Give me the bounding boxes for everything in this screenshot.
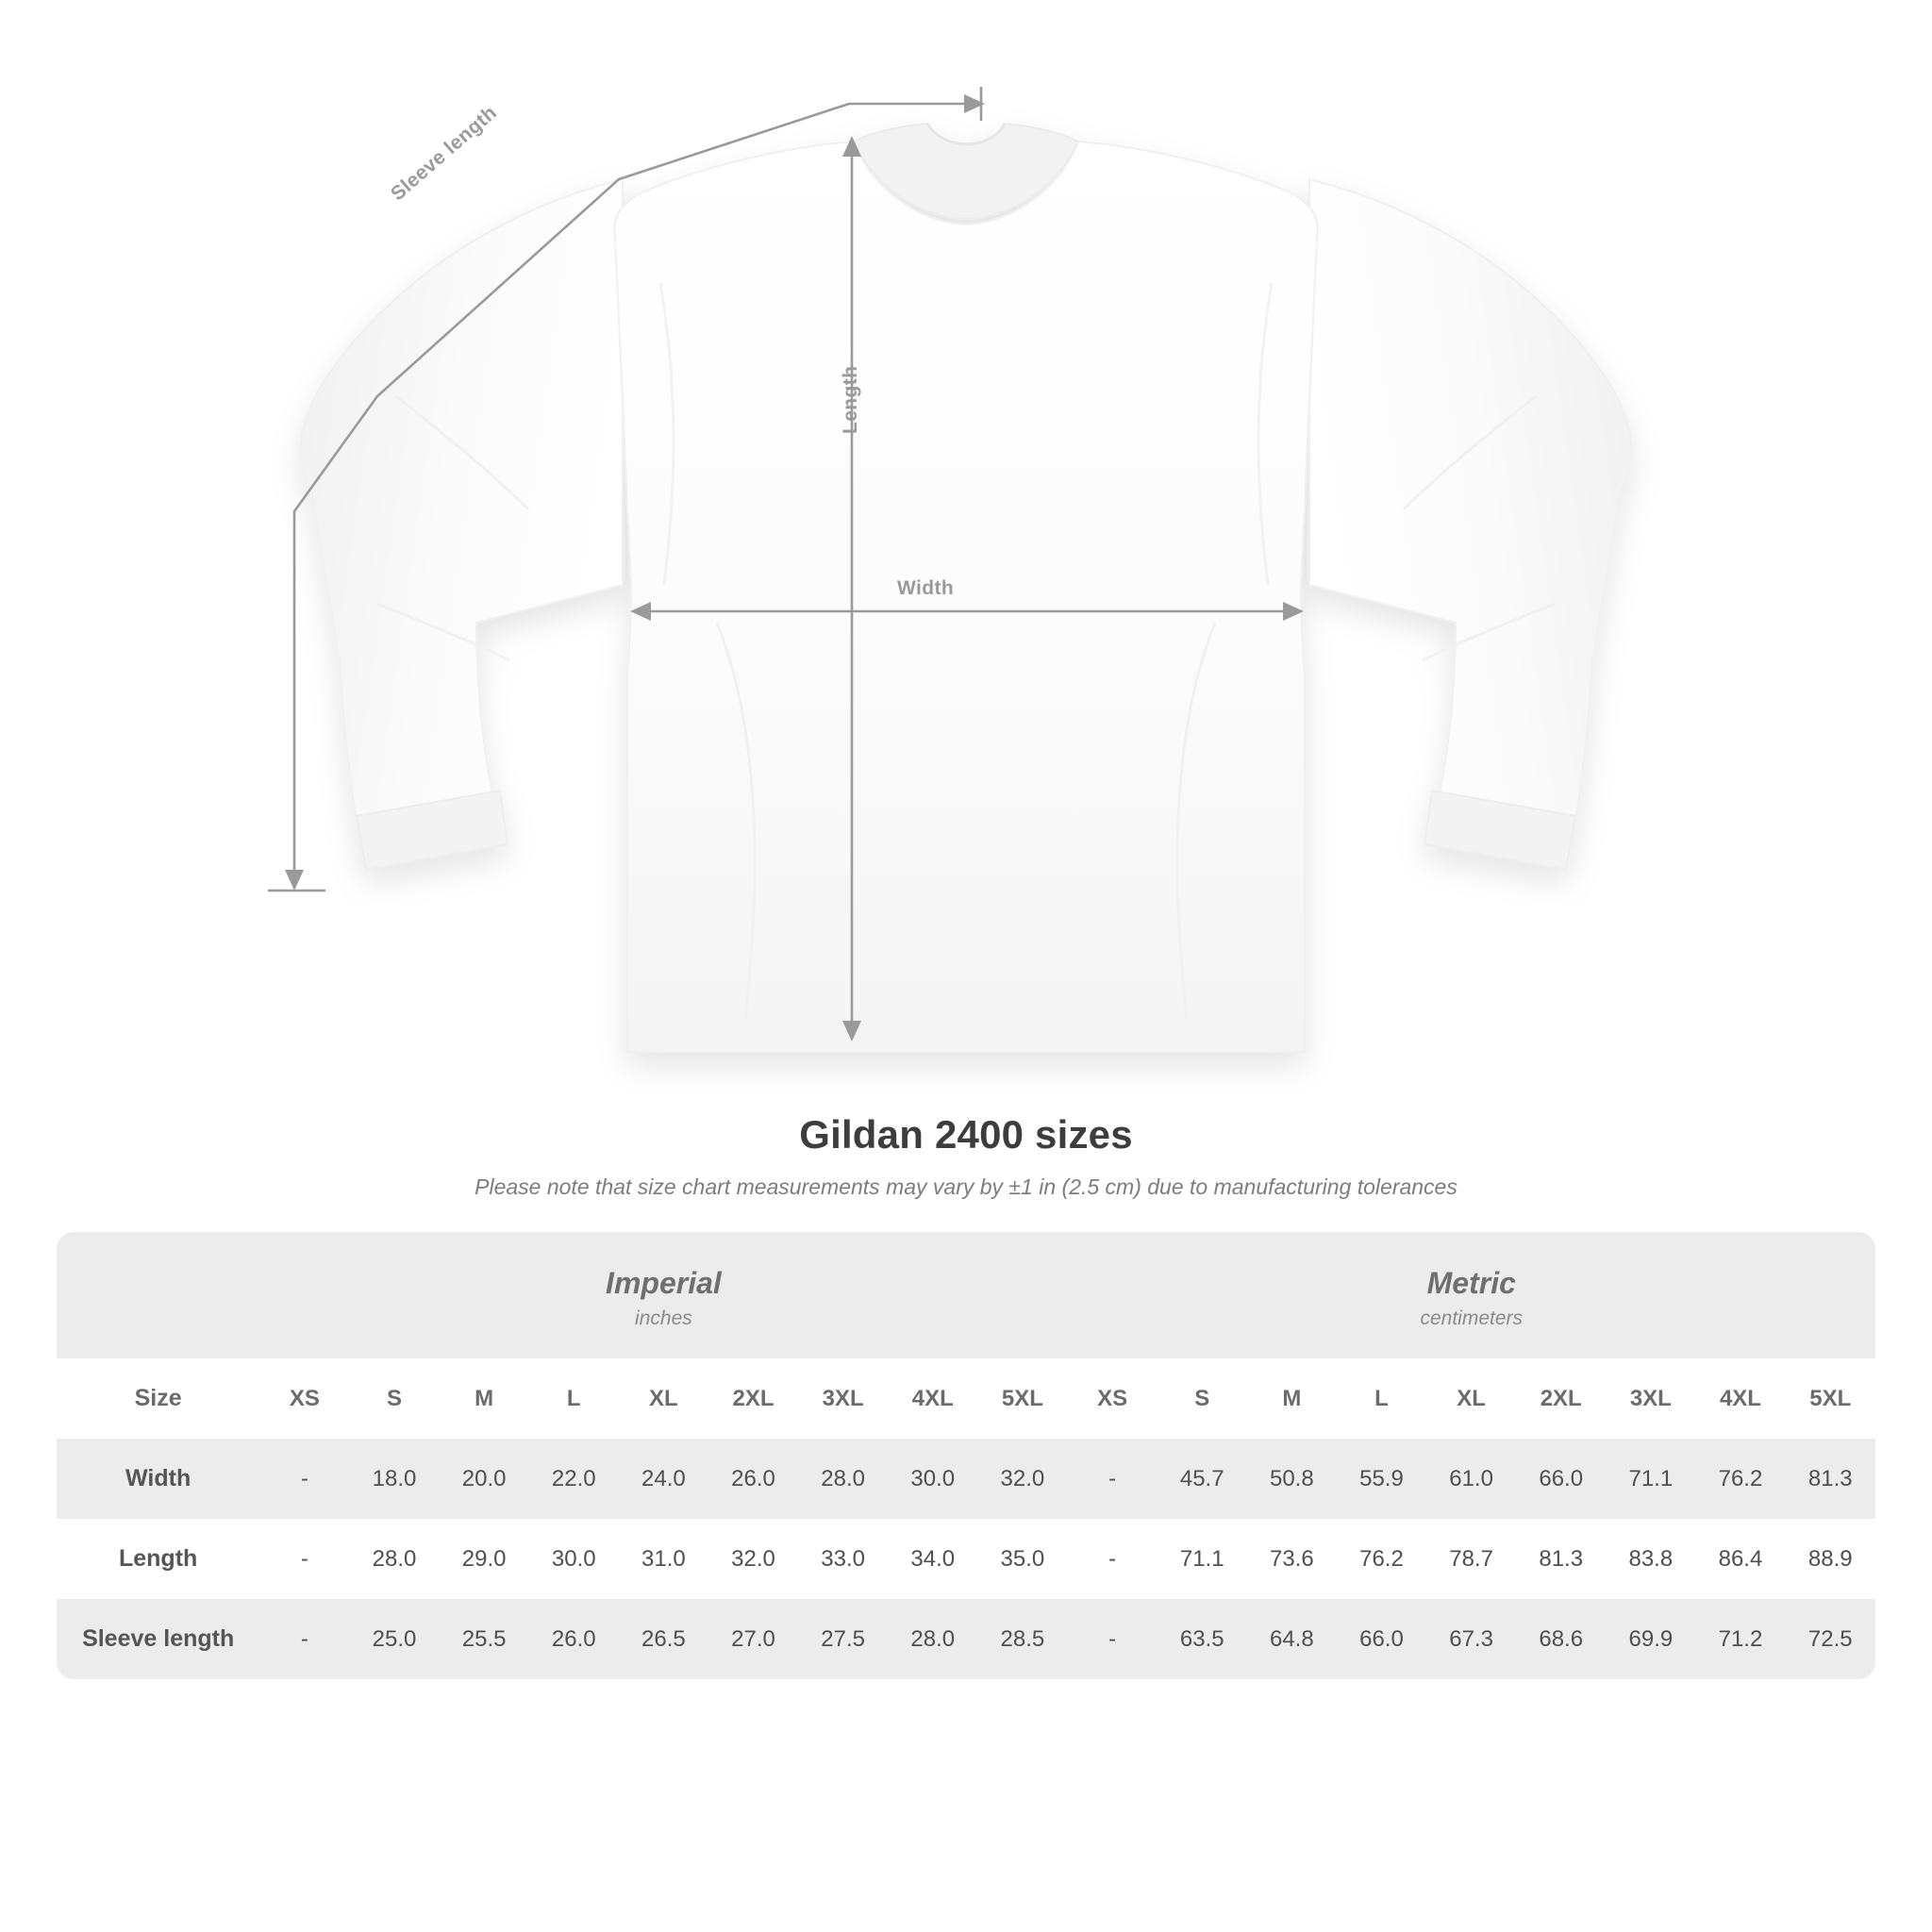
col-header-metric-4xl: 4XL [1695, 1358, 1785, 1439]
cell-sleeve-imperial-4xl: 28.0 [888, 1599, 977, 1679]
page-subtitle: Please note that size chart measurements may vary by ±1 in (2.5 cm) due to manufacturing tolerances [475, 1174, 1457, 1199]
cell-length-imperial-xl: 31.0 [619, 1519, 708, 1599]
table-row [57, 1599, 1875, 1679]
cell-width-metric-m: 50.8 [1247, 1439, 1337, 1519]
table-row [57, 1519, 1875, 1599]
cell-length-imperial-2xl: 32.0 [708, 1519, 798, 1599]
cell-sleeve-imperial-s: 25.0 [349, 1599, 439, 1679]
size-table [57, 1232, 1875, 1679]
cell-width-metric-4xl: 76.2 [1695, 1439, 1785, 1519]
col-header-metric-s: S [1158, 1358, 1247, 1439]
cell-width-imperial-xl: 24.0 [619, 1439, 708, 1519]
cell-length-imperial-m: 29.0 [440, 1519, 529, 1599]
cell-width-metric-3xl: 71.1 [1606, 1439, 1695, 1519]
cell-width-metric-2xl: 66.0 [1516, 1439, 1606, 1519]
size-table-wrapper [57, 1232, 1875, 1679]
unit-metric-name: Metric [1426, 1266, 1516, 1300]
cell-width-metric-s: 45.7 [1158, 1439, 1247, 1519]
col-header-metric-5xl: 5XL [1786, 1358, 1875, 1439]
col-header-imperial-s: S [349, 1358, 439, 1439]
row-header-size: Size [57, 1358, 259, 1439]
row-label-length: Length [57, 1519, 259, 1599]
col-header-imperial-4xl: 4XL [888, 1358, 977, 1439]
cell-sleeve-imperial-xl: 26.5 [619, 1599, 708, 1679]
col-header-imperial-xl: XL [619, 1358, 708, 1439]
cell-length-metric-m: 73.6 [1247, 1519, 1337, 1599]
cell-sleeve-metric-xl: 67.3 [1426, 1599, 1516, 1679]
col-header-imperial-3xl: 3XL [798, 1358, 888, 1439]
cell-length-imperial-l: 30.0 [529, 1519, 619, 1599]
cell-sleeve-metric-l: 66.0 [1337, 1599, 1426, 1679]
cell-width-imperial-m: 20.0 [440, 1439, 529, 1519]
cell-sleeve-imperial-l: 26.0 [529, 1599, 619, 1679]
unit-group-imperial [259, 1232, 1067, 1358]
col-header-metric-2xl: 2XL [1516, 1358, 1606, 1439]
cell-length-metric-xs: - [1068, 1519, 1158, 1599]
cell-width-imperial-l: 22.0 [529, 1439, 619, 1519]
cell-length-metric-5xl: 88.9 [1786, 1519, 1875, 1599]
cell-sleeve-imperial-xs: - [259, 1599, 349, 1679]
col-header-imperial-m: M [440, 1358, 529, 1439]
cell-sleeve-imperial-2xl: 27.0 [708, 1599, 798, 1679]
cell-width-imperial-s: 18.0 [349, 1439, 439, 1519]
cell-width-imperial-4xl: 30.0 [888, 1439, 977, 1519]
cell-length-metric-l: 76.2 [1337, 1519, 1426, 1599]
unit-metric-sub: centimeters [1420, 1307, 1524, 1329]
length-label: Length [840, 365, 861, 434]
cell-length-metric-4xl: 86.4 [1695, 1519, 1785, 1599]
cell-width-metric-xs: - [1068, 1439, 1158, 1519]
cell-sleeve-metric-3xl: 69.9 [1606, 1599, 1695, 1679]
cell-sleeve-metric-m: 64.8 [1247, 1599, 1337, 1679]
cell-width-metric-l: 55.9 [1337, 1439, 1426, 1519]
unit-header-row [57, 1232, 1875, 1358]
col-header-imperial-xs: XS [259, 1358, 349, 1439]
col-header-metric-3xl: 3XL [1606, 1358, 1695, 1439]
unit-imperial-name: Imperial [606, 1266, 722, 1300]
cell-width-imperial-5xl: 32.0 [977, 1439, 1067, 1519]
page-title: Gildan 2400 sizes [799, 1112, 1133, 1157]
unit-group-metric [1068, 1232, 1875, 1358]
shirt-shape [300, 124, 1631, 1052]
cell-length-imperial-xs: - [259, 1519, 349, 1599]
col-header-metric-xl: XL [1426, 1358, 1516, 1439]
col-header-metric-m: M [1247, 1358, 1337, 1439]
col-header-imperial-l: L [529, 1358, 619, 1439]
sleeve-length-label: Sleeve length [387, 101, 502, 206]
cell-sleeve-metric-xs: - [1068, 1599, 1158, 1679]
cell-length-metric-3xl: 83.8 [1606, 1519, 1695, 1599]
cell-length-imperial-5xl: 35.0 [977, 1519, 1067, 1599]
cell-length-metric-s: 71.1 [1158, 1519, 1247, 1599]
cell-width-metric-5xl: 81.3 [1786, 1439, 1875, 1519]
cell-width-imperial-xs: - [259, 1439, 349, 1519]
cell-width-imperial-3xl: 28.0 [798, 1439, 888, 1519]
row-label-width: Width [57, 1439, 259, 1519]
cell-sleeve-metric-5xl: 72.5 [1786, 1599, 1875, 1679]
cell-length-metric-2xl: 81.3 [1516, 1519, 1606, 1599]
cell-sleeve-imperial-m: 25.5 [440, 1599, 529, 1679]
cell-length-imperial-4xl: 34.0 [888, 1519, 977, 1599]
cell-width-imperial-2xl: 26.0 [708, 1439, 798, 1519]
width-label: Width [897, 577, 955, 599]
cell-sleeve-metric-2xl: 68.6 [1516, 1599, 1606, 1679]
cell-width-metric-xl: 61.0 [1426, 1439, 1516, 1519]
cell-length-imperial-3xl: 33.0 [798, 1519, 888, 1599]
row-label-sleeve-length: Sleeve length [57, 1599, 259, 1679]
unit-spacer [57, 1232, 259, 1358]
cell-length-metric-xl: 78.7 [1426, 1519, 1516, 1599]
col-header-metric-l: L [1337, 1358, 1426, 1439]
cell-sleeve-metric-s: 63.5 [1158, 1599, 1247, 1679]
col-header-imperial-2xl: 2XL [708, 1358, 798, 1439]
size-header-row [57, 1358, 1875, 1439]
unit-imperial-sub: inches [635, 1307, 692, 1329]
cell-length-imperial-s: 28.0 [349, 1519, 439, 1599]
col-header-imperial-5xl: 5XL [977, 1358, 1067, 1439]
cell-sleeve-imperial-5xl: 28.5 [977, 1599, 1067, 1679]
title-block [0, 1112, 1932, 1200]
cell-sleeve-metric-4xl: 71.2 [1695, 1599, 1785, 1679]
table-row [57, 1439, 1875, 1519]
col-header-metric-xs: XS [1068, 1358, 1158, 1439]
cell-sleeve-imperial-3xl: 27.5 [798, 1599, 888, 1679]
